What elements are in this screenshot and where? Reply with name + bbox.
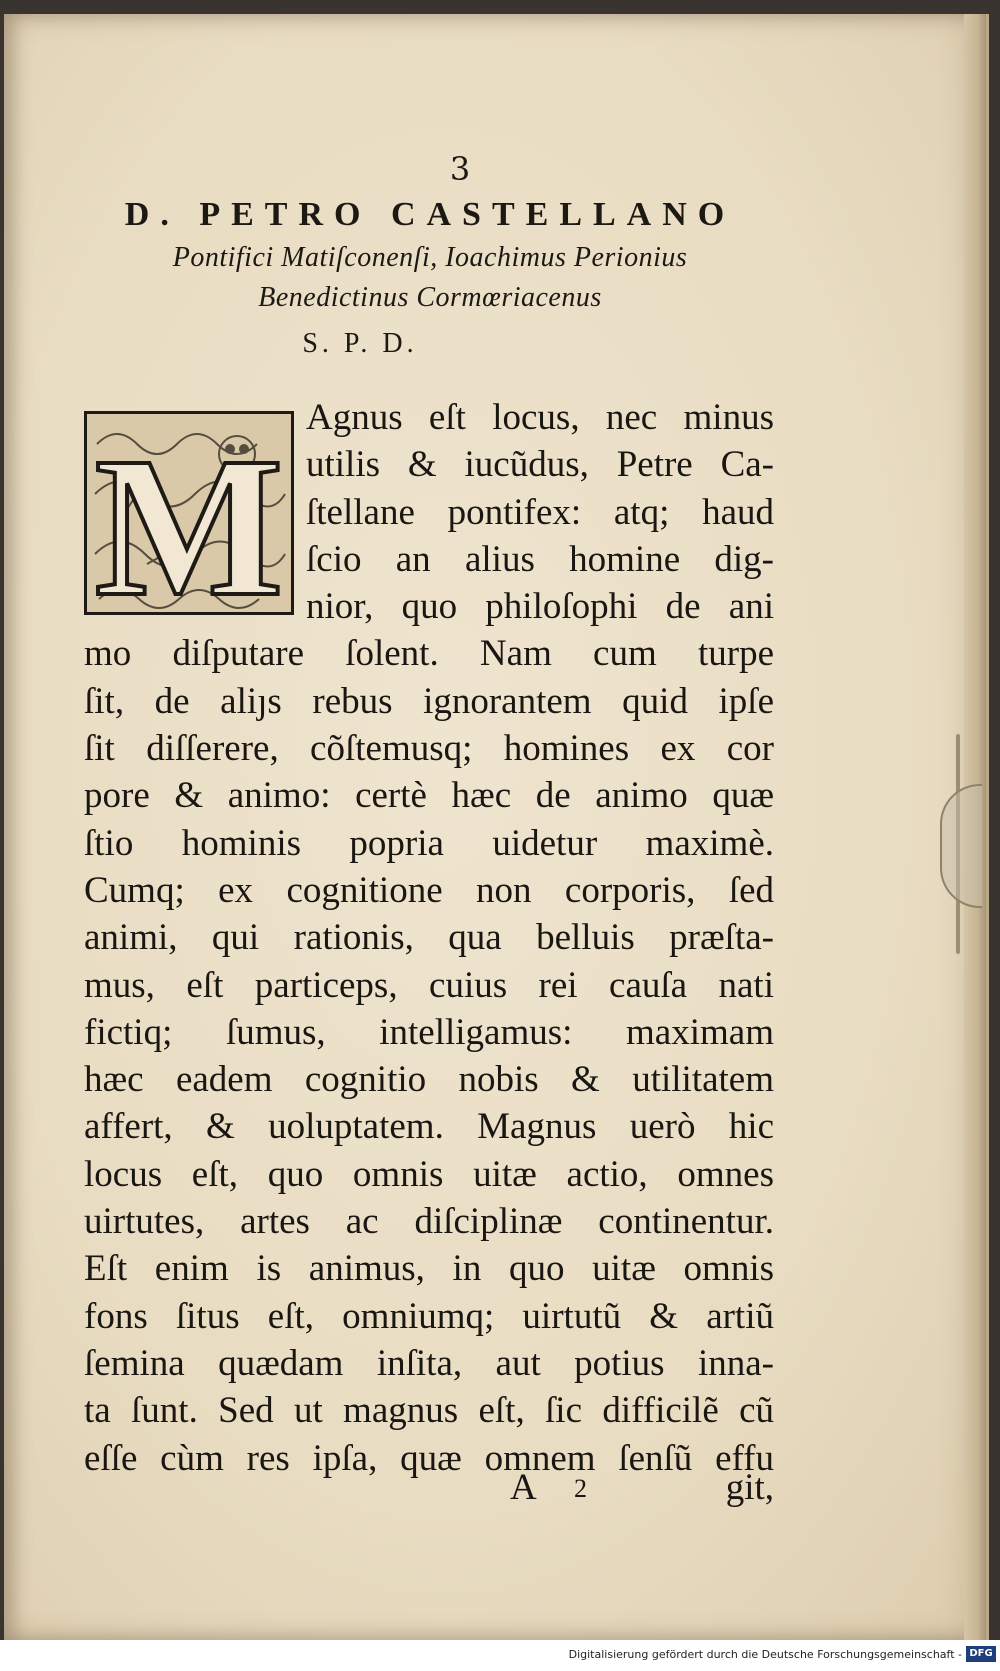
salutation: S. P. D. — [302, 328, 418, 359]
text-line: ſit diſſerere, cõſtemusq; homines ex cor — [84, 728, 774, 770]
text-line: ſtellane pontifex: atq; haud — [306, 491, 774, 533]
text-line: Agnus eſt locus, nec minus — [306, 397, 774, 438]
text-line: Eſt enim is animus, in quo uitæ omnis — [84, 1248, 774, 1290]
text-line: nior, quo philoſophi de ani — [306, 586, 774, 628]
text-line: Cumq; ex cognitione non corporis, ſed — [84, 869, 774, 911]
dfg-logo: DFG — [966, 1646, 996, 1662]
binding-clip — [940, 784, 982, 908]
signature-number: 2 — [574, 1474, 587, 1503]
text-line: ſcio an alius homine dig- — [306, 538, 774, 580]
folio-number: 3 — [449, 150, 471, 188]
text-line: animi, qui rationis, qua belluis præſta- — [84, 917, 774, 959]
text-line: mo diſputare ſolent. Nam cum turpe — [84, 633, 774, 675]
catchword: git, — [725, 1467, 774, 1508]
body-text — [84, 394, 774, 1482]
catchline — [84, 1466, 774, 1512]
text-line: pore & animo: certè hæc de animo quæ — [84, 775, 774, 817]
text-line: eſſe cùm res ipſa, quæ omnem ſenſũ effu — [84, 1437, 774, 1479]
text-line: fons ſitus eſt, omniumq; uirtutũ & artiũ — [84, 1295, 774, 1337]
footer-bar — [0, 1640, 1000, 1671]
text-line: fictiq; ſumus, intelligamus: maximam — [84, 1011, 774, 1053]
text-line: mus, eſt particeps, cuius rei cauſa nati — [84, 964, 774, 1006]
text-line: locus eſt, quo omnis uitæ actio, omnes — [84, 1153, 774, 1195]
text-line: utilis & iucũdus, Petre Ca- — [306, 444, 774, 486]
text-line: affert, & uoluptatem. Magnus uerò hic — [84, 1106, 774, 1148]
text-line: uirtutes, artes ac diſciplinæ continentur. — [84, 1201, 774, 1243]
text-line: ſtio hominis popria uidetur maximè. — [84, 822, 774, 864]
text-line: ſit, de aliȷs rebus ignorantem quid ipſe — [84, 680, 774, 722]
text-line: hæc eadem cognitio nobis & utilitatem — [84, 1059, 774, 1101]
heading-title: D. PETRO CASTELLANO — [124, 196, 736, 233]
dedication-heading — [80, 192, 780, 368]
dedication-line-1: Pontifici Matiſconenſi, Ioachimus Perionius — [172, 242, 688, 273]
signature-mark: A — [510, 1467, 537, 1508]
text-line: ſemina quædam inſita, aut potius inna- — [84, 1342, 774, 1384]
initial-letter: M — [94, 417, 284, 612]
footer-credit: Digitalisierung gefördert durch die Deutsche Forschungsgemeinschaft - — [568, 1648, 962, 1661]
dedication-line-2: Benedictinus Cormœriacenus — [258, 282, 602, 313]
text-line: ta ſunt. Sed ut magnus eſt, ſic difficilẽ cũ — [84, 1390, 774, 1432]
